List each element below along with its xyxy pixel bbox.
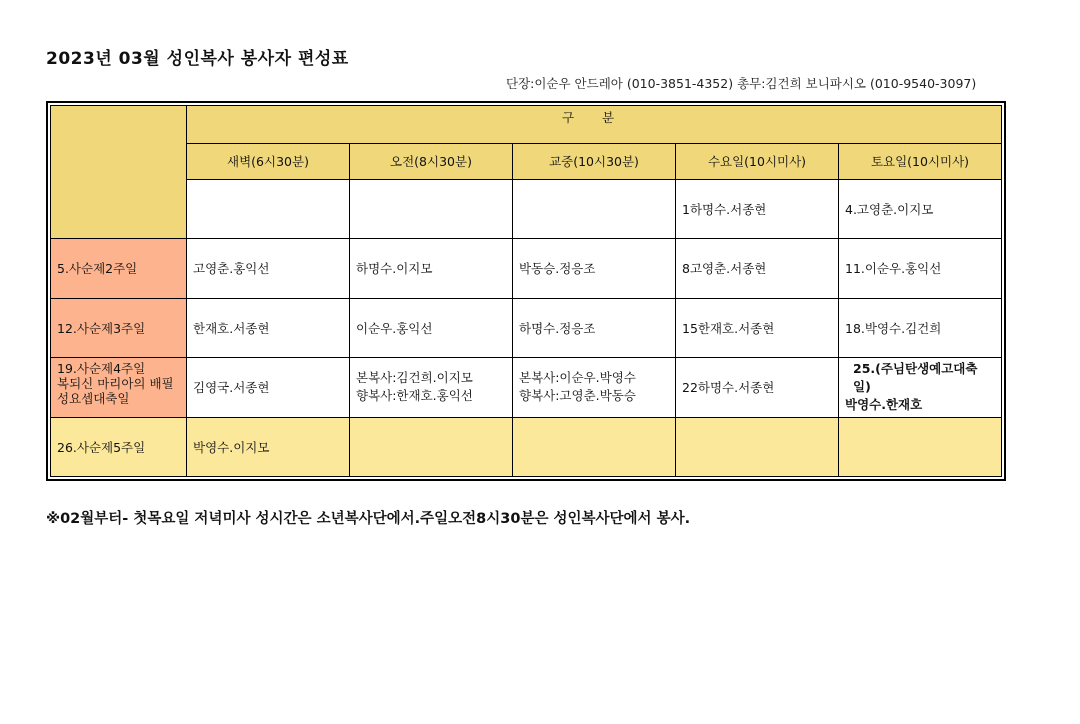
row-label-line: 19.사순제4주일	[57, 361, 146, 377]
cell-line: 본복사:이순우.박영수	[519, 370, 636, 386]
group-header: 구 분	[187, 106, 1002, 144]
column-header: 오전(8시30분)	[350, 143, 513, 179]
cell: 4.고영춘.이지모	[839, 179, 1002, 238]
column-header: 수요일(10시미사)	[676, 143, 839, 179]
column-header: 새벽(6시30분)	[187, 143, 350, 179]
cell	[187, 179, 350, 238]
cell	[350, 358, 513, 417]
cell: 한재호.서종현	[187, 298, 350, 357]
cell: 고영춘.홍익선	[187, 239, 350, 298]
row-label: 12.사순제3주일	[51, 298, 187, 357]
table-row	[51, 417, 1002, 476]
cell	[350, 179, 513, 238]
row-label	[51, 358, 187, 417]
table-row	[51, 179, 1002, 238]
cell-line: 박영수.한재호	[845, 397, 923, 413]
footnote: ※02월부터- 첫목요일 저녁미사 성시간은 소년복사단에서.주일오전8시30분은 성인복사단에서 봉사.	[46, 511, 691, 527]
cell: 김영국.서종현	[187, 358, 350, 417]
column-header: 교중(10시30분)	[513, 143, 676, 179]
cell: 박동승.정응조	[513, 239, 676, 298]
table-row	[51, 358, 1002, 417]
cell	[513, 358, 676, 417]
cell	[513, 179, 676, 238]
cell: 이순우.홍익선	[350, 298, 513, 357]
row-label-line: 복되신 마리아의 배필	[57, 376, 174, 392]
cell	[513, 417, 676, 476]
cell: 하명수.정응조	[513, 298, 676, 357]
schedule-table	[46, 101, 1006, 481]
cell: 22하명수.서종현	[676, 358, 839, 417]
cell: 18.박영수.김건희	[839, 298, 1002, 357]
column-header: 토요일(10시미사)	[839, 143, 1002, 179]
row-label: 5.사순제2주일	[51, 239, 187, 298]
table-row	[51, 239, 1002, 298]
cell: 박영수.이지모	[187, 417, 350, 476]
cell: 1하명수.서종현	[676, 179, 839, 238]
cell	[350, 417, 513, 476]
cell-line: 향복사:한재호.홍익선	[356, 388, 473, 404]
cell: 8고영춘.서종현	[676, 239, 839, 298]
row-label: 26.사순제5주일	[51, 417, 187, 476]
corner-cell	[51, 106, 187, 239]
contact-info: 단장:이순우 안드레아 (010-3851-4352) 총무:김건희 보니파시오 (010-9540-3097)	[506, 76, 977, 91]
cell: 15한재호.서종현	[676, 298, 839, 357]
table-row	[51, 298, 1002, 357]
cell	[676, 417, 839, 476]
cell-line: 본복사:김건희.이지모	[356, 370, 473, 386]
cell	[839, 417, 1002, 476]
row-label-line: 성요셉대축일	[57, 391, 130, 407]
cell-line: 25.(주님탄생예고대축일)	[853, 361, 978, 395]
cell: 하명수.이지모	[350, 239, 513, 298]
cell: 11.이순우.홍익선	[839, 239, 1002, 298]
page-title: 2023년 03월 성인복사 봉사자 편성표	[46, 49, 349, 69]
cell-line: 향복사:고영춘.박동승	[519, 388, 636, 404]
cell	[839, 358, 1002, 417]
